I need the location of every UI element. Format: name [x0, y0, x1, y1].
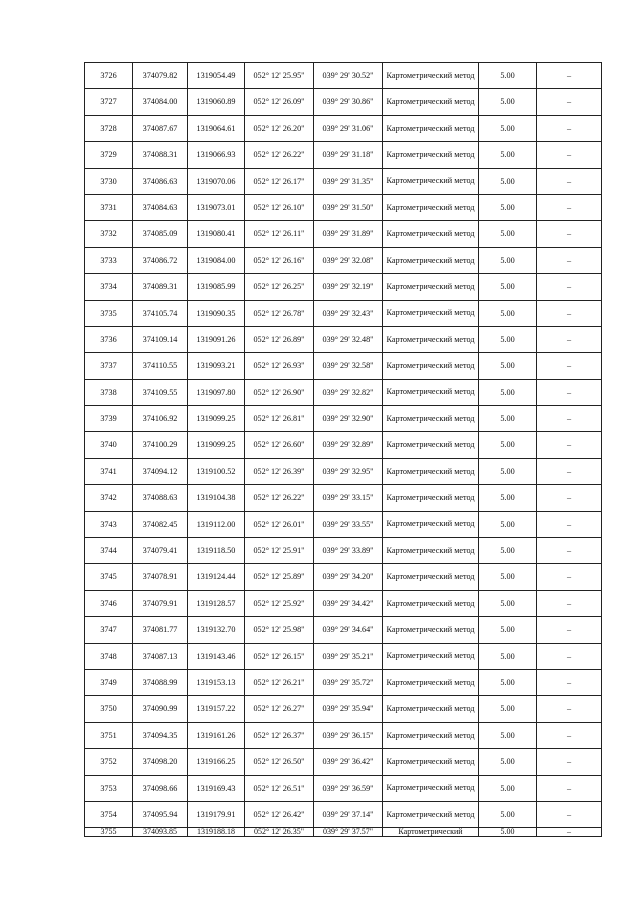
note-cell: – [537, 775, 602, 801]
method-cell: Картометрический метод [383, 696, 479, 722]
table-row [85, 353, 602, 379]
longitude-cell: 039° 29' 31.06" [314, 115, 383, 141]
longitude-cell: 039° 29' 34.42" [314, 590, 383, 616]
point-number-cell: 3737 [85, 353, 133, 379]
x-coordinate-cell: 374084.00 [133, 89, 188, 115]
note-cell: – [537, 168, 602, 194]
longitude-cell: 039° 29' 30.86" [314, 89, 383, 115]
method-cell: Картометрический метод [383, 722, 479, 748]
latitude-cell: 052° 12' 26.60" [245, 432, 314, 458]
x-coordinate-cell: 374088.99 [133, 669, 188, 695]
y-coordinate-cell: 1319085.99 [188, 274, 245, 300]
note-cell: – [537, 511, 602, 537]
method-cell: Картометрический метод [383, 115, 479, 141]
accuracy-cell: 5.00 [479, 564, 537, 590]
x-coordinate-cell: 374079.91 [133, 590, 188, 616]
x-coordinate-cell: 374106.92 [133, 406, 188, 432]
table-row [85, 142, 602, 168]
latitude-cell: 052° 12' 26.21" [245, 669, 314, 695]
accuracy-cell: 5.00 [479, 379, 537, 405]
x-coordinate-cell: 374088.31 [133, 142, 188, 168]
x-coordinate-cell: 374094.12 [133, 458, 188, 484]
table-row [85, 775, 602, 801]
note-cell: – [537, 63, 602, 89]
x-coordinate-cell: 374079.82 [133, 63, 188, 89]
longitude-cell: 039° 29' 31.18" [314, 142, 383, 168]
accuracy-cell: 5.00 [479, 749, 537, 775]
note-cell: – [537, 564, 602, 590]
point-number-cell: 3750 [85, 696, 133, 722]
note-cell: – [537, 458, 602, 484]
accuracy-cell: 5.00 [479, 247, 537, 273]
y-coordinate-cell: 1319090.35 [188, 300, 245, 326]
accuracy-cell: 5.00 [479, 406, 537, 432]
latitude-cell: 052° 12' 25.98" [245, 617, 314, 643]
x-coordinate-cell: 374109.55 [133, 379, 188, 405]
longitude-cell: 039° 29' 32.58" [314, 353, 383, 379]
accuracy-cell: 5.00 [479, 722, 537, 748]
accuracy-cell: 5.00 [479, 643, 537, 669]
point-number-cell: 3741 [85, 458, 133, 484]
accuracy-cell: 5.00 [479, 89, 537, 115]
table-row [85, 617, 602, 643]
x-coordinate-cell: 374100.29 [133, 432, 188, 458]
point-number-cell: 3747 [85, 617, 133, 643]
latitude-cell: 052° 12' 25.95" [245, 63, 314, 89]
note-cell: – [537, 406, 602, 432]
accuracy-cell: 5.00 [479, 511, 537, 537]
note-cell: – [537, 115, 602, 141]
note-cell: – [537, 300, 602, 326]
table-row [85, 432, 602, 458]
y-coordinate-cell: 1319188.18 [188, 828, 245, 837]
y-coordinate-cell: 1319073.01 [188, 194, 245, 220]
point-number-cell: 3753 [85, 775, 133, 801]
point-number-cell: 3736 [85, 326, 133, 352]
point-number-cell: 3733 [85, 247, 133, 273]
method-cell: Картометрический метод [383, 168, 479, 194]
x-coordinate-cell: 374089.31 [133, 274, 188, 300]
y-coordinate-cell: 1319070.06 [188, 168, 245, 194]
method-cell: Картометрический метод [383, 63, 479, 89]
y-coordinate-cell: 1319099.25 [188, 432, 245, 458]
point-number-cell: 3739 [85, 406, 133, 432]
y-coordinate-cell: 1319124.44 [188, 564, 245, 590]
x-coordinate-cell: 374109.14 [133, 326, 188, 352]
method-cell: Картометрический метод [383, 406, 479, 432]
longitude-cell: 039° 29' 32.08" [314, 247, 383, 273]
x-coordinate-cell: 374084.63 [133, 194, 188, 220]
longitude-cell: 039° 29' 32.95" [314, 458, 383, 484]
point-number-cell: 3745 [85, 564, 133, 590]
table-row [85, 458, 602, 484]
y-coordinate-cell: 1319143.46 [188, 643, 245, 669]
x-coordinate-cell: 374105.74 [133, 300, 188, 326]
note-cell: – [537, 485, 602, 511]
point-number-cell: 3743 [85, 511, 133, 537]
point-number-cell: 3731 [85, 194, 133, 220]
method-cell: Картометрический метод [383, 326, 479, 352]
accuracy-cell: 5.00 [479, 274, 537, 300]
latitude-cell: 052° 12' 26.51" [245, 775, 314, 801]
y-coordinate-cell: 1319100.52 [188, 458, 245, 484]
y-coordinate-cell: 1319093.21 [188, 353, 245, 379]
note-cell: – [537, 274, 602, 300]
table-row [85, 749, 602, 775]
accuracy-cell: 5.00 [479, 669, 537, 695]
latitude-cell: 052° 12' 26.16" [245, 247, 314, 273]
latitude-cell: 052° 12' 26.22" [245, 142, 314, 168]
method-cell: Картометрический метод [383, 564, 479, 590]
latitude-cell: 052° 12' 26.93" [245, 353, 314, 379]
accuracy-cell: 5.00 [479, 221, 537, 247]
y-coordinate-cell: 1319084.00 [188, 247, 245, 273]
y-coordinate-cell: 1319112.00 [188, 511, 245, 537]
table-row [85, 326, 602, 352]
latitude-cell: 052° 12' 26.25" [245, 274, 314, 300]
latitude-cell: 052° 12' 26.27" [245, 696, 314, 722]
latitude-cell: 052° 12' 26.42" [245, 801, 314, 827]
table-row [85, 538, 602, 564]
y-coordinate-cell: 1319169.43 [188, 775, 245, 801]
longitude-cell: 039° 29' 32.43" [314, 300, 383, 326]
method-cell: Картометрический метод [383, 749, 479, 775]
y-coordinate-cell: 1319099.25 [188, 406, 245, 432]
x-coordinate-cell: 374079.41 [133, 538, 188, 564]
y-coordinate-cell: 1319091.26 [188, 326, 245, 352]
method-cell: Картометрический метод [383, 432, 479, 458]
point-number-cell: 3752 [85, 749, 133, 775]
note-cell: – [537, 379, 602, 405]
y-coordinate-cell: 1319064.61 [188, 115, 245, 141]
table-row [85, 63, 602, 89]
point-number-cell: 3746 [85, 590, 133, 616]
latitude-cell: 052° 12' 25.91" [245, 538, 314, 564]
method-cell: Картометрический метод [383, 300, 479, 326]
method-cell: Картометрический метод [383, 89, 479, 115]
latitude-cell: 052° 12' 26.09" [245, 89, 314, 115]
accuracy-cell: 5.00 [479, 326, 537, 352]
longitude-cell: 039° 29' 31.89" [314, 221, 383, 247]
table-row [85, 221, 602, 247]
point-number-cell: 3732 [85, 221, 133, 247]
longitude-cell: 039° 29' 34.64" [314, 617, 383, 643]
x-coordinate-cell: 374098.20 [133, 749, 188, 775]
latitude-cell: 052° 12' 26.17" [245, 168, 314, 194]
method-cell: Картометрический [383, 828, 479, 837]
table-row [85, 379, 602, 405]
accuracy-cell: 5.00 [479, 194, 537, 220]
table-row [85, 406, 602, 432]
method-cell: Картометрический метод [383, 485, 479, 511]
accuracy-cell: 5.00 [479, 617, 537, 643]
y-coordinate-cell: 1319080.41 [188, 221, 245, 247]
x-coordinate-cell: 374110.55 [133, 353, 188, 379]
method-cell: Картометрический метод [383, 221, 479, 247]
x-coordinate-cell: 374088.63 [133, 485, 188, 511]
point-number-cell: 3749 [85, 669, 133, 695]
longitude-cell: 039° 29' 32.82" [314, 379, 383, 405]
latitude-cell: 052° 12' 26.90" [245, 379, 314, 405]
longitude-cell: 039° 29' 35.21" [314, 643, 383, 669]
latitude-cell: 052° 12' 26.11" [245, 221, 314, 247]
latitude-cell: 052° 12' 26.15" [245, 643, 314, 669]
latitude-cell: 052° 12' 26.81" [245, 406, 314, 432]
point-number-cell: 3755 [85, 828, 133, 837]
point-number-cell: 3754 [85, 801, 133, 827]
accuracy-cell: 5.00 [479, 142, 537, 168]
longitude-cell: 039° 29' 36.15" [314, 722, 383, 748]
note-cell: – [537, 89, 602, 115]
table-row [85, 801, 602, 827]
method-cell: Картометрический метод [383, 353, 479, 379]
accuracy-cell: 5.00 [479, 696, 537, 722]
method-cell: Картометрический метод [383, 617, 479, 643]
longitude-cell: 039° 29' 35.94" [314, 696, 383, 722]
note-cell: – [537, 142, 602, 168]
longitude-cell: 039° 29' 37.57" [314, 828, 383, 837]
table-row [85, 696, 602, 722]
longitude-cell: 039° 29' 31.50" [314, 194, 383, 220]
x-coordinate-cell: 374098.66 [133, 775, 188, 801]
point-number-cell: 3726 [85, 63, 133, 89]
table-row [85, 194, 602, 220]
point-number-cell: 3744 [85, 538, 133, 564]
point-number-cell: 3742 [85, 485, 133, 511]
point-number-cell: 3735 [85, 300, 133, 326]
latitude-cell: 052° 12' 26.10" [245, 194, 314, 220]
accuracy-cell: 5.00 [479, 63, 537, 89]
latitude-cell: 052° 12' 26.01" [245, 511, 314, 537]
table-row [85, 669, 602, 695]
note-cell: – [537, 247, 602, 273]
table-row [85, 722, 602, 748]
method-cell: Картометрический метод [383, 194, 479, 220]
method-cell: Картометрический метод [383, 590, 479, 616]
latitude-cell: 052° 12' 26.22" [245, 485, 314, 511]
x-coordinate-cell: 374095.94 [133, 801, 188, 827]
point-number-cell: 3728 [85, 115, 133, 141]
note-cell: – [537, 669, 602, 695]
longitude-cell: 039° 29' 32.19" [314, 274, 383, 300]
latitude-cell: 052° 12' 26.50" [245, 749, 314, 775]
coordinates-table [84, 62, 602, 837]
point-number-cell: 3729 [85, 142, 133, 168]
x-coordinate-cell: 374082.45 [133, 511, 188, 537]
latitude-cell: 052° 12' 26.35" [245, 828, 314, 837]
latitude-cell: 052° 12' 25.92" [245, 590, 314, 616]
y-coordinate-cell: 1319179.91 [188, 801, 245, 827]
accuracy-cell: 5.00 [479, 485, 537, 511]
table-row [85, 564, 602, 590]
table-row [85, 828, 602, 837]
accuracy-cell: 5.00 [479, 115, 537, 141]
accuracy-cell: 5.00 [479, 775, 537, 801]
longitude-cell: 039° 29' 35.72" [314, 669, 383, 695]
point-number-cell: 3751 [85, 722, 133, 748]
latitude-cell: 052° 12' 26.89" [245, 326, 314, 352]
point-number-cell: 3740 [85, 432, 133, 458]
method-cell: Картометрический метод [383, 458, 479, 484]
table-row [85, 643, 602, 669]
longitude-cell: 039° 29' 30.52" [314, 63, 383, 89]
method-cell: Картометрический метод [383, 274, 479, 300]
table-row [85, 168, 602, 194]
method-cell: Картометрический метод [383, 643, 479, 669]
point-number-cell: 3730 [85, 168, 133, 194]
point-number-cell: 3734 [85, 274, 133, 300]
longitude-cell: 039° 29' 32.89" [314, 432, 383, 458]
table-row [85, 274, 602, 300]
note-cell: – [537, 590, 602, 616]
table-body [85, 63, 602, 837]
longitude-cell: 039° 29' 32.90" [314, 406, 383, 432]
y-coordinate-cell: 1319128.57 [188, 590, 245, 616]
note-cell: – [537, 353, 602, 379]
accuracy-cell: 5.00 [479, 353, 537, 379]
note-cell: – [537, 696, 602, 722]
x-coordinate-cell: 374086.63 [133, 168, 188, 194]
table-row [85, 590, 602, 616]
longitude-cell: 039° 29' 37.14" [314, 801, 383, 827]
method-cell: Картометрический метод [383, 669, 479, 695]
note-cell: – [537, 538, 602, 564]
x-coordinate-cell: 374081.77 [133, 617, 188, 643]
y-coordinate-cell: 1319104.38 [188, 485, 245, 511]
table-row [85, 89, 602, 115]
note-cell: – [537, 722, 602, 748]
x-coordinate-cell: 374085.09 [133, 221, 188, 247]
x-coordinate-cell: 374090.99 [133, 696, 188, 722]
method-cell: Картометрический метод [383, 511, 479, 537]
longitude-cell: 039° 29' 33.55" [314, 511, 383, 537]
x-coordinate-cell: 374094.35 [133, 722, 188, 748]
x-coordinate-cell: 374087.13 [133, 643, 188, 669]
latitude-cell: 052° 12' 26.39" [245, 458, 314, 484]
note-cell: – [537, 194, 602, 220]
longitude-cell: 039° 29' 36.42" [314, 749, 383, 775]
method-cell: Картометрический метод [383, 538, 479, 564]
note-cell: – [537, 432, 602, 458]
note-cell: – [537, 221, 602, 247]
table-row [85, 485, 602, 511]
longitude-cell: 039° 29' 32.48" [314, 326, 383, 352]
x-coordinate-cell: 374086.72 [133, 247, 188, 273]
y-coordinate-cell: 1319118.50 [188, 538, 245, 564]
latitude-cell: 052° 12' 26.78" [245, 300, 314, 326]
y-coordinate-cell: 1319153.13 [188, 669, 245, 695]
method-cell: Картометрический метод [383, 247, 479, 273]
accuracy-cell: 5.00 [479, 590, 537, 616]
point-number-cell: 3738 [85, 379, 133, 405]
y-coordinate-cell: 1319060.89 [188, 89, 245, 115]
longitude-cell: 039° 29' 33.89" [314, 538, 383, 564]
x-coordinate-cell: 374087.67 [133, 115, 188, 141]
y-coordinate-cell: 1319097.80 [188, 379, 245, 405]
note-cell: – [537, 801, 602, 827]
accuracy-cell: 5.00 [479, 828, 537, 837]
y-coordinate-cell: 1319161.26 [188, 722, 245, 748]
accuracy-cell: 5.00 [479, 432, 537, 458]
accuracy-cell: 5.00 [479, 801, 537, 827]
note-cell: – [537, 749, 602, 775]
latitude-cell: 052° 12' 26.37" [245, 722, 314, 748]
note-cell: – [537, 617, 602, 643]
method-cell: Картометрический метод [383, 142, 479, 168]
longitude-cell: 039° 29' 34.20" [314, 564, 383, 590]
y-coordinate-cell: 1319157.22 [188, 696, 245, 722]
table-row [85, 511, 602, 537]
latitude-cell: 052° 12' 26.20" [245, 115, 314, 141]
longitude-cell: 039° 29' 31.35" [314, 168, 383, 194]
y-coordinate-cell: 1319166.25 [188, 749, 245, 775]
longitude-cell: 039° 29' 36.59" [314, 775, 383, 801]
y-coordinate-cell: 1319066.93 [188, 142, 245, 168]
x-coordinate-cell: 374078.91 [133, 564, 188, 590]
note-cell: – [537, 828, 602, 837]
point-number-cell: 3727 [85, 89, 133, 115]
note-cell: – [537, 326, 602, 352]
y-coordinate-cell: 1319054.49 [188, 63, 245, 89]
method-cell: Картометрический метод [383, 801, 479, 827]
accuracy-cell: 5.00 [479, 458, 537, 484]
x-coordinate-cell: 374093.85 [133, 828, 188, 837]
method-cell: Картометрический метод [383, 775, 479, 801]
accuracy-cell: 5.00 [479, 538, 537, 564]
table-row [85, 115, 602, 141]
point-number-cell: 3748 [85, 643, 133, 669]
accuracy-cell: 5.00 [479, 300, 537, 326]
method-cell: Картометрический метод [383, 379, 479, 405]
longitude-cell: 039° 29' 33.15" [314, 485, 383, 511]
table-row [85, 300, 602, 326]
table-row [85, 247, 602, 273]
y-coordinate-cell: 1319132.70 [188, 617, 245, 643]
latitude-cell: 052° 12' 25.89" [245, 564, 314, 590]
note-cell: – [537, 643, 602, 669]
accuracy-cell: 5.00 [479, 168, 537, 194]
